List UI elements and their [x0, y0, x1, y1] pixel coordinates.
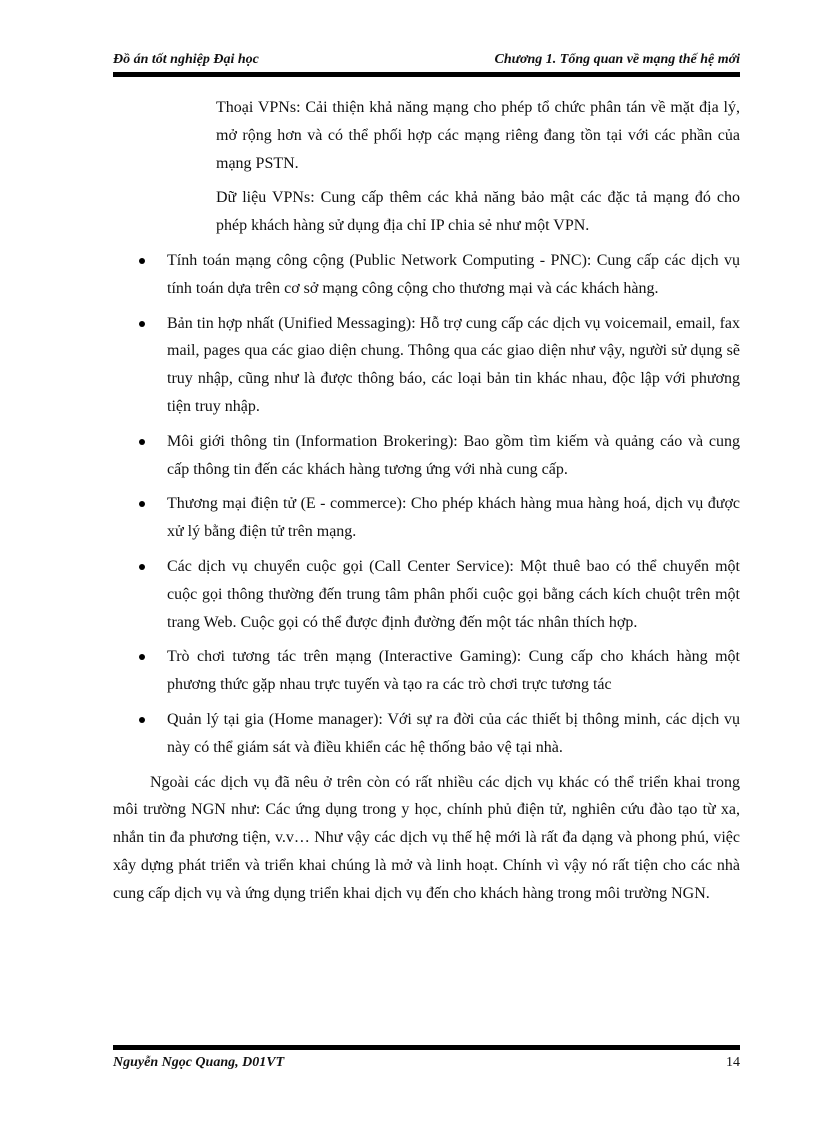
list-item-text: Trò chơi tương tác trên mạng (Interactive Gaming): Cung cấp cho khách hàng một phương thức gặp nhau trực tuyến và tạo ra các trò chơi trực tương tác [167, 648, 740, 694]
list-item [139, 553, 740, 636]
bullet-icon [139, 564, 145, 570]
list-item-text: Thương mại điện tử (E - commerce): Cho phép khách hàng mua hàng hoá, dịch vụ được xử lý bằng điện tử trên mạng. [167, 495, 740, 541]
list-item-text: Tính toán mạng công cộng (Public Network Computing - PNC): Cung cấp các dịch vụ tính toán dựa trên cơ sở mạng công cộng cho thương mại và các khách hàng. [167, 251, 740, 297]
bullet-icon [139, 501, 145, 507]
service-bullet-list [139, 247, 740, 762]
bullet-icon [139, 654, 145, 660]
page-header [113, 52, 740, 70]
closing-paragraph: Ngoài các dịch vụ đã nêu ở trên còn có rất nhiều các dịch vụ khác có thể triển khai trong môi trường NGN như: Các ứng dụng trong y học, chính phủ điện tử, nghiên cứu đào tạo từ xa, nhắn tin đa phương tiện, v.v… Như vậy các dịch vụ thế hệ mới là rất đa dạng và phong phú, việc xây dựng phát triển và triển khai chúng là mở và linh hoạt. Chính vì vậy nó rất tiện cho các nhà cung cấp dịch vụ và ứng dụng triển khai dịch vụ đến cho khách hàng trong môi trường NGN. [113, 773, 740, 902]
header-chapter-title: Chương 1. Tổng quan về mạng thế hệ mới [494, 52, 740, 67]
header-rule [113, 72, 740, 77]
page-content [113, 94, 740, 908]
footer-author: Nguyễn Ngọc Quang, D01VT [113, 1055, 285, 1070]
sub-paragraph-data-vpn: Dữ liệu VPNs: Cung cấp thêm các khả năng bảo mật các đặc tả mạng đó cho phép khách hàng sử dụng địa chỉ IP chia sẻ như một VPN. [216, 189, 740, 235]
list-item [139, 643, 740, 699]
list-item-text: Môi giới thông tin (Information Brokering): Bao gồm tìm kiếm và quảng cáo và cung cấp thông tin đến các khách hàng tương ứng với nhà cung cấp. [167, 432, 740, 478]
header-document-title: Đồ án tốt nghiệp Đại học [113, 52, 259, 67]
list-item [139, 310, 740, 421]
list-item [139, 247, 740, 303]
sub-paragraph-voice-vpn: Thoại VPNs: Cải thiện khả năng mạng cho phép tổ chức phân tán về mặt địa lý, mở rộng hơn và có thể phối hợp các mạng riêng đang tồn tại với các phần của mạng PSTN. [216, 99, 740, 172]
footer-rule [113, 1045, 740, 1050]
bullet-icon [139, 439, 145, 445]
list-item [139, 428, 740, 484]
list-item [139, 490, 740, 546]
list-item-text: Bản tin hợp nhất (Unified Messaging): Hỗ trợ cung cấp các dịch vụ voicemail, email, fax mail, pages qua các giao diện chung. Thông qua các giao diện như vậy, người sử dụng sẽ truy nhập, cũng như là được thông báo, các loại bản tin khác nhau, độc lập với phương tiện truy nhập. [167, 314, 740, 415]
page-number: 14 [726, 1055, 740, 1070]
page-footer [113, 1055, 740, 1075]
list-item [139, 706, 740, 762]
list-item-text: Các dịch vụ chuyển cuộc gọi (Call Center Service): Một thuê bao có thể chuyển một cuộc gọi thông thường đến trung tâm phân phối cuộc gọi bằng cách kích chuột trên một trang Web. Cuộc gọi có thể được định đường đến một tác nhân thích hợp. [167, 557, 740, 631]
bullet-icon [139, 717, 145, 723]
bullet-icon [139, 258, 145, 264]
bullet-icon [139, 321, 145, 327]
list-item-text: Quản lý tại gia (Home manager): Với sự ra đời của các thiết bị thông minh, các dịch vụ này có thể giám sát và điều khiển các hệ thống bảo vệ tại nhà. [167, 710, 740, 756]
